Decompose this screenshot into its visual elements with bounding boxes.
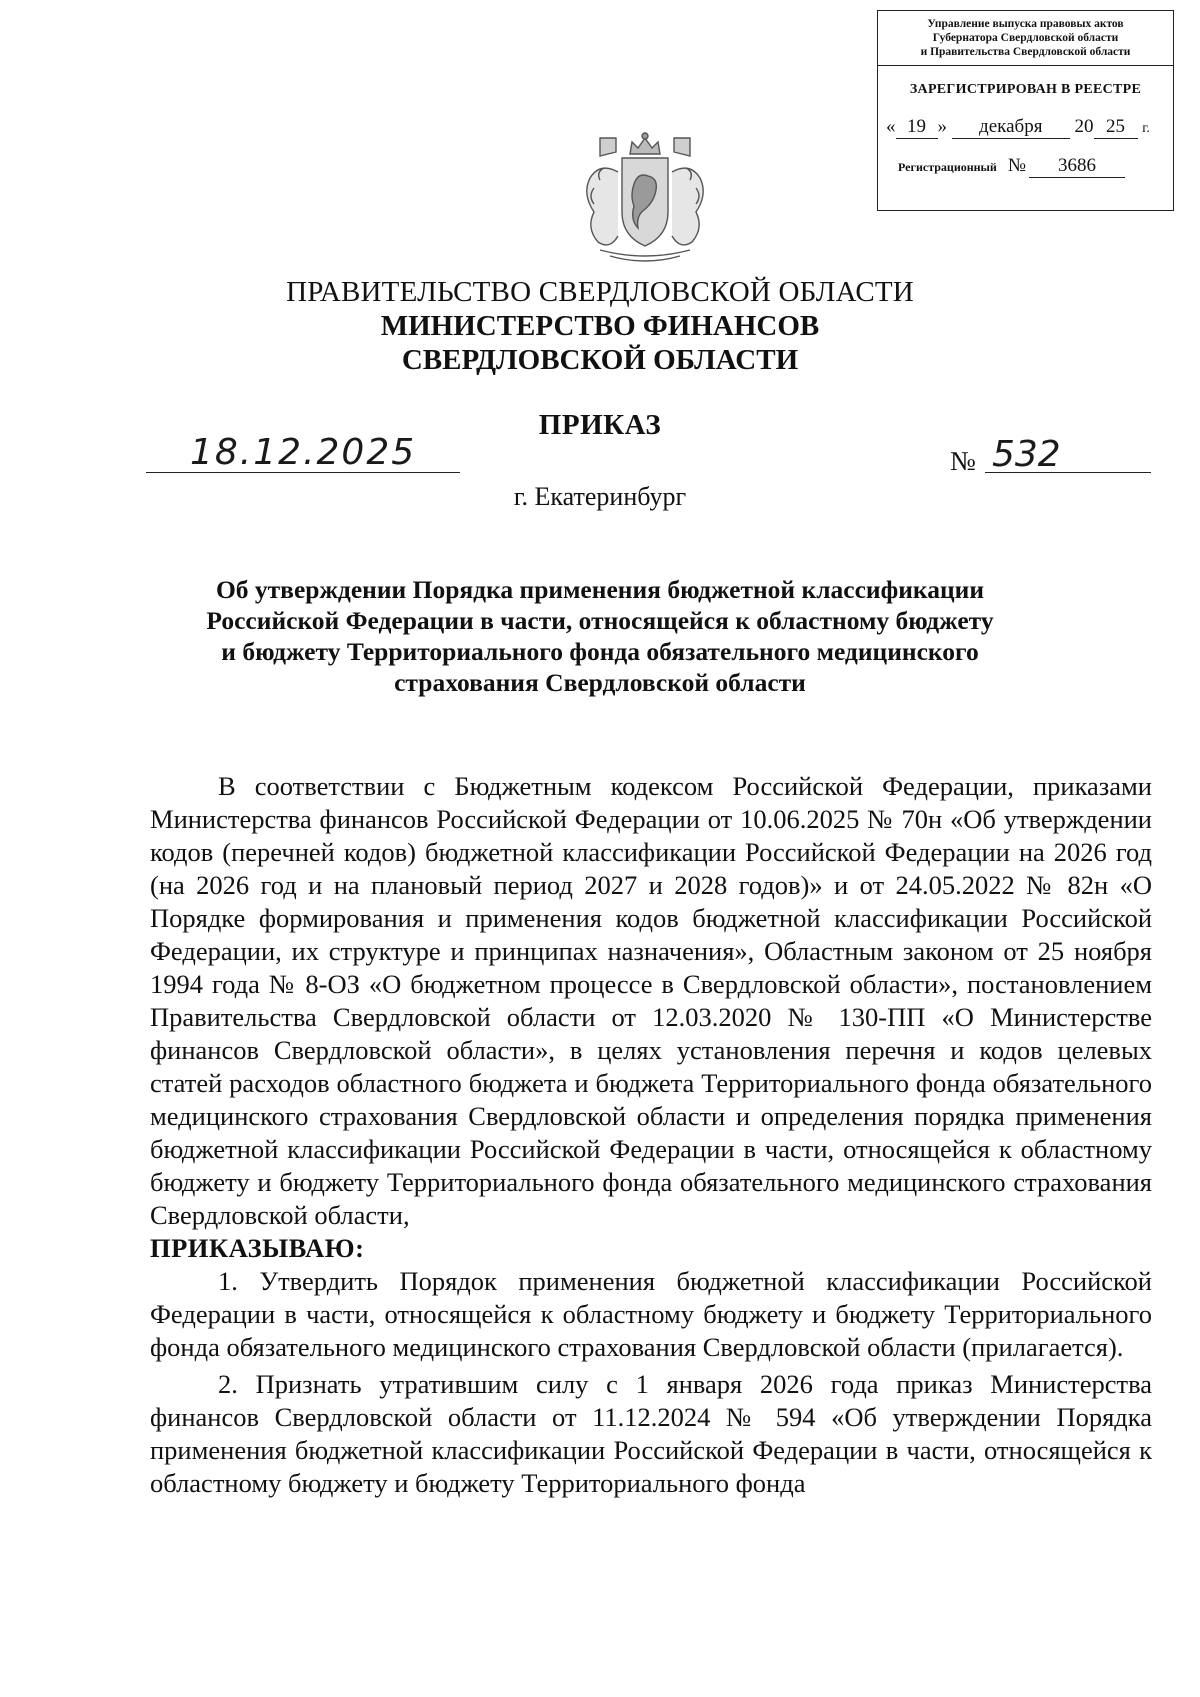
document-title: [0, 574, 1200, 698]
stamp-office-line-1: Управление выпуска правовых актов: [927, 18, 1124, 30]
number-underline: [985, 472, 1151, 473]
stamp-reg-label: Регистрационный: [898, 160, 997, 174]
ministry-name-line-2: СВЕРДЛОВСКОЙ ОБЛАСТИ: [401, 344, 799, 376]
coat-of-arms-icon: [560, 132, 730, 262]
stamp-office-line-2: Губернатора Свердловской области: [932, 32, 1119, 44]
document-type: ПРИКАЗ: [538, 409, 662, 441]
preamble-paragraph: В соответствии с Бюджетным кодексом Российской Федерации, приказами Министерства финансов Российской Федерации от 10.06.2025 № 70н «Об утверждении кодов (перечней кодов) бюджетной классификации Российской Федерации на 2026 год (на 2026 год и на плановый период 2027 и 2028 годов)» и от 24.05.2022 № 82н «О Порядке формирования и применения кодов бюджетной классификации Российской Федерации, их структуре и принципах назначения», Областным законом от 25 ноября 1994 года № 8-ОЗ «О бюджетном процессе в Свердловской области», постановлением Правительства Свердловской области от 12.03.2020 № 130-ПП «О Министерстве финансов Свердловской области», в целях установления перечня и кодов целевых статей расходов областного бюджета и бюджета Территориального фонда обязательного медицинского страхования Свердловской области и определения порядка применения бюджетной классификации Российской Федерации в части, относящейся к областному бюджету и бюджету Территориального фонда обязательного медицинского страхования Свердловской области,: [150, 771, 1152, 1230]
stamp-office: [878, 11, 1173, 66]
ministry-name-line-1: МИНИСТЕРСТВО ФИНАНСОВ: [380, 310, 820, 342]
stamp-open-quote: «: [886, 116, 896, 137]
title-line-4: страхования Свердловской области: [394, 668, 806, 697]
government-name: ПРАВИТЕЛЬСТВО СВЕРДЛОВСКОЙ ОБЛАСТИ: [286, 276, 914, 308]
handwritten-number: 532: [992, 434, 1061, 475]
title-line-2: Российской Федерации в части, относящейся к областному бюджету: [206, 606, 994, 635]
stamp-registration-number: [898, 155, 1173, 178]
stamp-no-sign: №: [1007, 155, 1026, 176]
order-item-1: 1. Утвердить Порядок применения бюджетной классификации Российской Федерации в части, относящейся к областному бюджету и бюджету Территориального фонда обязательного медицинского страхования Свердловской области (прилагается).: [150, 1266, 1152, 1362]
stamp-day: 19: [896, 116, 938, 139]
document-body: [150, 770, 1152, 1500]
title-line-3: и бюджету Территориального фонда обязательного медицинского: [221, 637, 979, 666]
stamp-date: [886, 116, 1173, 139]
stamp-reg-number: 3686: [1029, 155, 1125, 178]
date-underline: [146, 472, 460, 473]
stamp-registered-label: ЗАРЕГИСТРИРОВАН В РЕЕСТРЕ: [909, 82, 1142, 97]
city: г. Екатеринбург: [513, 482, 687, 511]
stamp-office-line-3: и Правительства Свердловской области: [920, 46, 1131, 58]
title-line-1: Об утверждении Порядка применения бюджетной классификации: [215, 575, 985, 604]
stamp-year-prefix: 20: [1074, 116, 1094, 137]
stamp-month: декабря: [952, 116, 1070, 139]
stamp-close-quote: »: [937, 116, 947, 137]
stamp-year-unit: г.: [1142, 121, 1150, 136]
registration-stamp: [877, 10, 1174, 211]
order-word: ПРИКАЗЫВАЮ:: [150, 1233, 365, 1263]
handwritten-date: 18.12.2025: [190, 432, 417, 473]
order-item-2: 2. Признать утратившим силу с 1 января 2026 года приказ Министерства финансов Свердловской области от 11.12.2024 № 594 «Об утверждении Порядка применения бюджетной классификации Российской Федерации в части, относящейся к областному бюджету и бюджету Территориального фонда: [150, 1369, 1152, 1498]
stamp-year-suffix: 25: [1094, 116, 1138, 139]
number-sign: №: [950, 446, 976, 476]
